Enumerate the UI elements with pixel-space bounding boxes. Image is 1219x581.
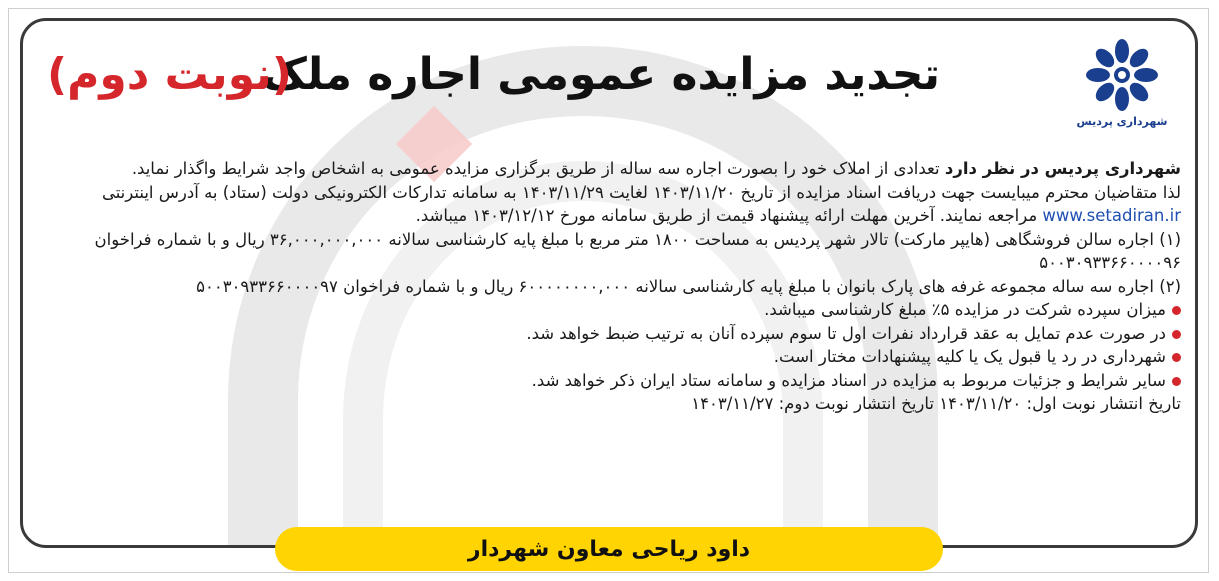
documents-before-link: آدرس اینترنتی <box>101 182 199 202</box>
page-subtitle: (نوبت دوم) <box>47 49 292 100</box>
bullet-item <box>37 322 1181 346</box>
bullet-text: در صورت عدم تمایل به عقد قرارداد نفرات اول تا سوم سپرده آنان به ترتیب ضبط خواهد شد. <box>526 323 1166 343</box>
bullet-dot-icon <box>1172 306 1181 315</box>
signature-text: داود ریاحی معاون شهردار <box>467 536 751 562</box>
intro-bold: شهرداری پردیس در نظر دارد <box>944 159 1181 178</box>
logo-caption: شهرداری پردیس <box>1076 115 1168 128</box>
bullet-item <box>37 298 1181 322</box>
item-2: (۲) اجاره سه ساله مجموعه غرفه های پارک بانوان با مبلغ پایه کارشناسی سالانه ۶۰۰۰۰۰۰۰۰,۰۰۰ ریال و با شماره فراخوان ۵۰۰۳۰۹۳۳۶۶۰۰۰۰۹۷ <box>196 276 1181 296</box>
bullet-dot-icon <box>1172 330 1181 339</box>
documents-after-link: مراجعه نمایند. آخرین مهلت ارائه پیشنهاد قیمت از طریق سامانه مورخ ۱۴۰۳/۱۲/۱۲ میباشد. <box>415 206 1043 225</box>
bullet-dot-icon <box>1172 353 1181 362</box>
documents-line-1: لذا متقاضیان محترم میبایست جهت دریافت اسناد مزایده از تاریخ ۱۴۰۳/۱۱/۲۰ لغایت ۱۴۰۳/۱۱/۲۹ به سامانه تدارکات الکترونیکی دولت (ستاد) به <box>204 182 1181 202</box>
bullet-text: سایر شرایط و جزئیات مربوط به مزایده در اسناد مزایده و سامانه ستاد ایران ذکر خواهد شد. <box>531 370 1166 390</box>
setad-link[interactable]: www.setadiran.ir <box>1042 206 1181 225</box>
notice-body <box>37 157 1181 416</box>
intro-paragraph <box>37 157 1181 181</box>
municipality-logo <box>1067 35 1177 145</box>
page-title: تجدید مزایده عمومی اجاره ملک <box>261 49 940 100</box>
documents-paragraph <box>37 181 1181 228</box>
item-1: (۱) اجاره سالن فروشگاهی (هایپر مارکت) تالار شهر پردیس به مساحت ۱۸۰۰ متر مربع با مبلغ پایه کارشناسی سالانه ۳۶,۰۰۰,۰۰۰,۰۰۰ ریال و با شماره فراخوان ۵۰۰۳۰۹۳۳۶۶۰۰۰۰۹۶ <box>94 229 1181 272</box>
publication-dates: تاریخ انتشار نوبت اول: ۱۴۰۳/۱۱/۲۰ تاریخ انتشار نوبت دوم: ۱۴۰۳/۱۱/۲۷ <box>691 394 1181 413</box>
bullet-text: شهرداری در رد یا قبول یک یا کلیه پیشنهادات مختار است. <box>773 347 1166 366</box>
signature-banner <box>275 527 943 571</box>
flower-logo-icon <box>1082 35 1162 115</box>
bullet-item <box>37 345 1181 369</box>
intro-text: تعدادی از املاک خود را بصورت اجاره سه ساله از طریق برگزاری مزایده عمومی به اشخاص واجد شرایط واگذار نماید. <box>131 159 945 178</box>
bullet-dot-icon <box>1172 377 1181 386</box>
notice-frame <box>20 18 1198 548</box>
bullet-text: میزان سپرده شرکت در مزایده ۵٪ مبلغ کارشناسی میباشد. <box>764 300 1166 319</box>
bullet-item <box>37 369 1181 393</box>
